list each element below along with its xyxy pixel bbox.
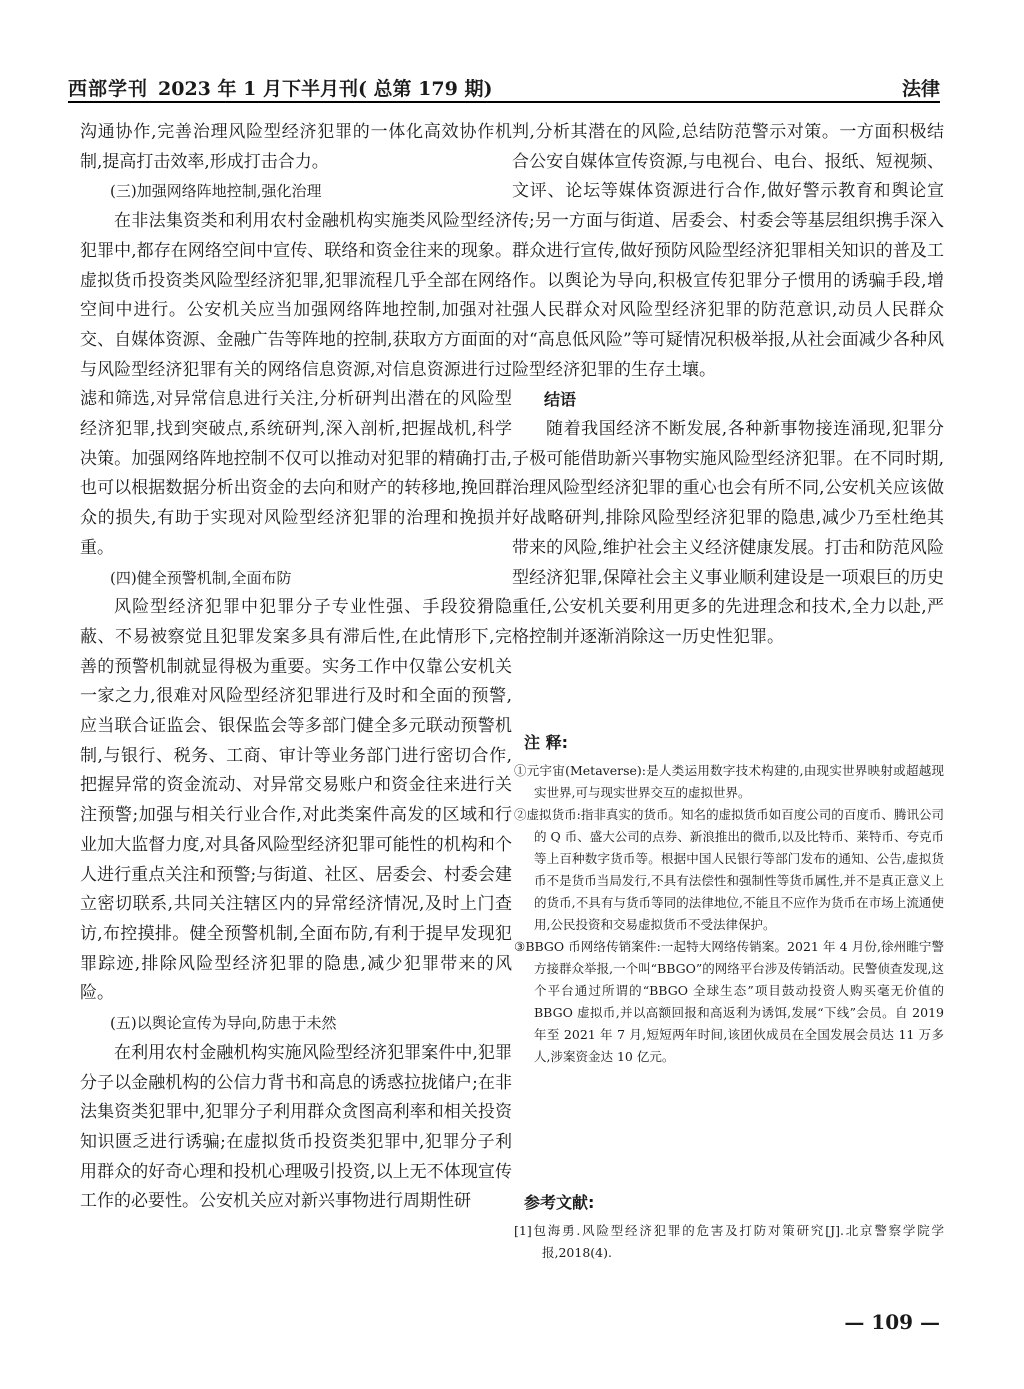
journal-logo: 西部学刊 <box>68 78 149 100</box>
page-number: — 109 — <box>844 1310 940 1334</box>
references-heading: 参考文献: <box>524 1193 595 1212</box>
paragraph: 在利用农村金融机构实施风险型经济犯罪案件中,犯罪分子以金融机构的公信力背书和高息的诱惑拉拢储户;在非法集资类犯罪中,犯罪分子利用群众贪图高利率和相关投资知识匮乏进行诱骗;在虚拟货币投资类犯罪中,犯罪分子利用群众的好奇心理和投机心理吸引投资,以上无不体现宣传工作的必要性。公安机关应对新兴事物进行周期性研 <box>80 1042 512 1212</box>
paragraph: 判,分析其潜在的风险,总结防范警示对策。一方面积极结合公安自媒体宣传资源,与电视台、电台、报纸、短视频、文评、论坛等媒体资源进行合作,做好警示教育和舆论宣传;另一方面与街道、居委会、村委会等基层组织携手深入群众进行宣传,做好预防风险型经济犯罪相关知识的普及工作。以舆论为导向,积极宣传犯罪分子惯用的诱骗手段,增强人民群众对风险型经济犯罪的防范意识,动员人民群众对“高息低风险”等可疑情况积极举报,从社会面减少各种风险型经济犯罪的生存土壤。 <box>512 122 944 380</box>
notes-heading: 注 释: <box>524 733 568 752</box>
section-heading: (五)以舆论宣传为导向,防患于未然 <box>110 1014 337 1033</box>
paragraph: 在非法集资类和利用农村金融机构实施类风险型经济犯罪中,都存在网络空间中宣传、联络和资金往来的现象。虚拟货币投资类风险型经济犯罪,犯罪流程几乎全部在网络空间中进行。公安机关应当加强网络阵地控制,加强对社交、自媒体资源、金融广告等阵地的控制,获取方方面面的与风险型经济犯罪有关的网络信息资源,对信息资源进行过滤和筛选,对异常信息进行关注,分析研判出潜在的风险型经济犯罪,找到突破点,系统研判,深入剖析,把握战机,科学决策。加强网络阵地控制不仅可以推动对犯罪的精确打击,也可以根据数据分析出资金的去向和财产的转移地,挽回群众的损失,有助于实现对风险型经济犯罪的治理和挽损并重。 <box>80 211 512 558</box>
notes-section <box>512 730 944 1068</box>
section-heading: (四)健全预警机制,全面布防 <box>110 568 292 587</box>
issue-info: 2023 年 1 月下半月刊( 总第 179 期) <box>158 78 493 100</box>
left-column <box>80 118 512 1217</box>
note-item: ①元宇宙(Metaverse):是人类运用数字技术构建的,由现实世界映射或超越现实世界,可与现实世界交互的虚拟世界。 <box>514 763 944 800</box>
header-rule <box>68 101 940 103</box>
paragraph: 随着我国经济不断发展,各种新事物接连涌现,犯罪分子极可能借助新兴事物实施风险型经济犯罪。在不同时期,治理风险型经济犯罪的重心也会有所不同,公安机关应该做好战略研判,排除风险型经济犯罪的隐患,减少乃至杜绝其带来的风险,维护社会主义经济健康发展。打击和防范风险型经济犯罪,保障社会主义事业顺利建设是一项艰巨的历史重任,公安机关要利用更多的先进理念和技术,全力以赴,严格控制并逐渐消除这一历史性犯罪。 <box>512 419 944 647</box>
section-heading: (三)加强网络阵地控制,强化治理 <box>110 182 322 201</box>
note-item: ③BBGO 币网络传销案件:一起特大网络传销案。2021 年 4 月份,徐州睢宁警方接群众举报,一个叫“BBGO”的网络平台涉及传销活动。民警侦查发现,这个平台通过所谓的“BBGO 全球生态”项目鼓动投资人购买毫无价值的 BBGO 虚拟币,并以高额回报和高返利为诱饵,发展“下线”会员。自 2019 年至 2021 年 7 月,短短两年时间,该团伙成员在全国发展会员达 11 万多人,涉案资金达 10 亿元。 <box>514 939 944 1064</box>
right-column <box>512 118 944 653</box>
conclusion-heading: 结语 <box>544 390 577 410</box>
running-header <box>68 72 940 102</box>
paragraph: 沟通协作,完善治理风险型经济犯罪的一体化高效协作机制,提高打击效率,形成打击合力。 <box>80 122 512 172</box>
note-item: ②虚拟货币:指非真实的货币。知名的虚拟货币如百度公司的百度币、腾讯公司的 Q 币、盛大公司的点券、新浪推出的微币,以及比特币、莱特币、夸克币等上百种数字货币等。根据中国人民银行等部门发布的通知、公告,虚拟货币不是货币当局发行,不具有法偿性和强制性等货币属性,并不是真正意义上的货币,不具有与货币等同的法律地位,不能且不应作为货币在市场上流通使用,公民投资和交易虚拟货币不受法律保护。 <box>514 807 944 932</box>
references-section <box>512 1190 944 1264</box>
paragraph: 风险型经济犯罪中犯罪分子专业性强、手段狡猾隐蔽、不易被察觉且犯罪发案多具有滞后性,在此情形下,完善的预警机制就显得极为重要。实务工作中仅靠公安机关一家之力,很难对风险型经济犯罪进行及时和全面的预警,应当联合证监会、银保监会等多部门健全多元联动预警机制,与银行、税务、工商、审计等业务部门进行密切合作,把握异常的资金流动、对异常交易账户和资金往来进行关注预警;加强与相关行业合作,对此类案件高发的区域和行业加大监督力度,对具备风险型经济犯罪可能性的机构和个人进行重点关注和预警;与街道、社区、居委会、村委会建立密切联系,共同关注辖区内的异常经济情况,及时上门查访,布控摸排。健全预警机制,全面布防,有利于提早发现犯罪踪迹,排除风险型经济犯罪的隐患,减少犯罪带来的风险。 <box>80 597 512 1004</box>
reference-item: [1]包海勇.风险型经济犯罪的危害及打防对策研究[J].北京警察学院学报,2018(4). <box>514 1223 944 1260</box>
section-label: 法律 <box>901 78 940 100</box>
